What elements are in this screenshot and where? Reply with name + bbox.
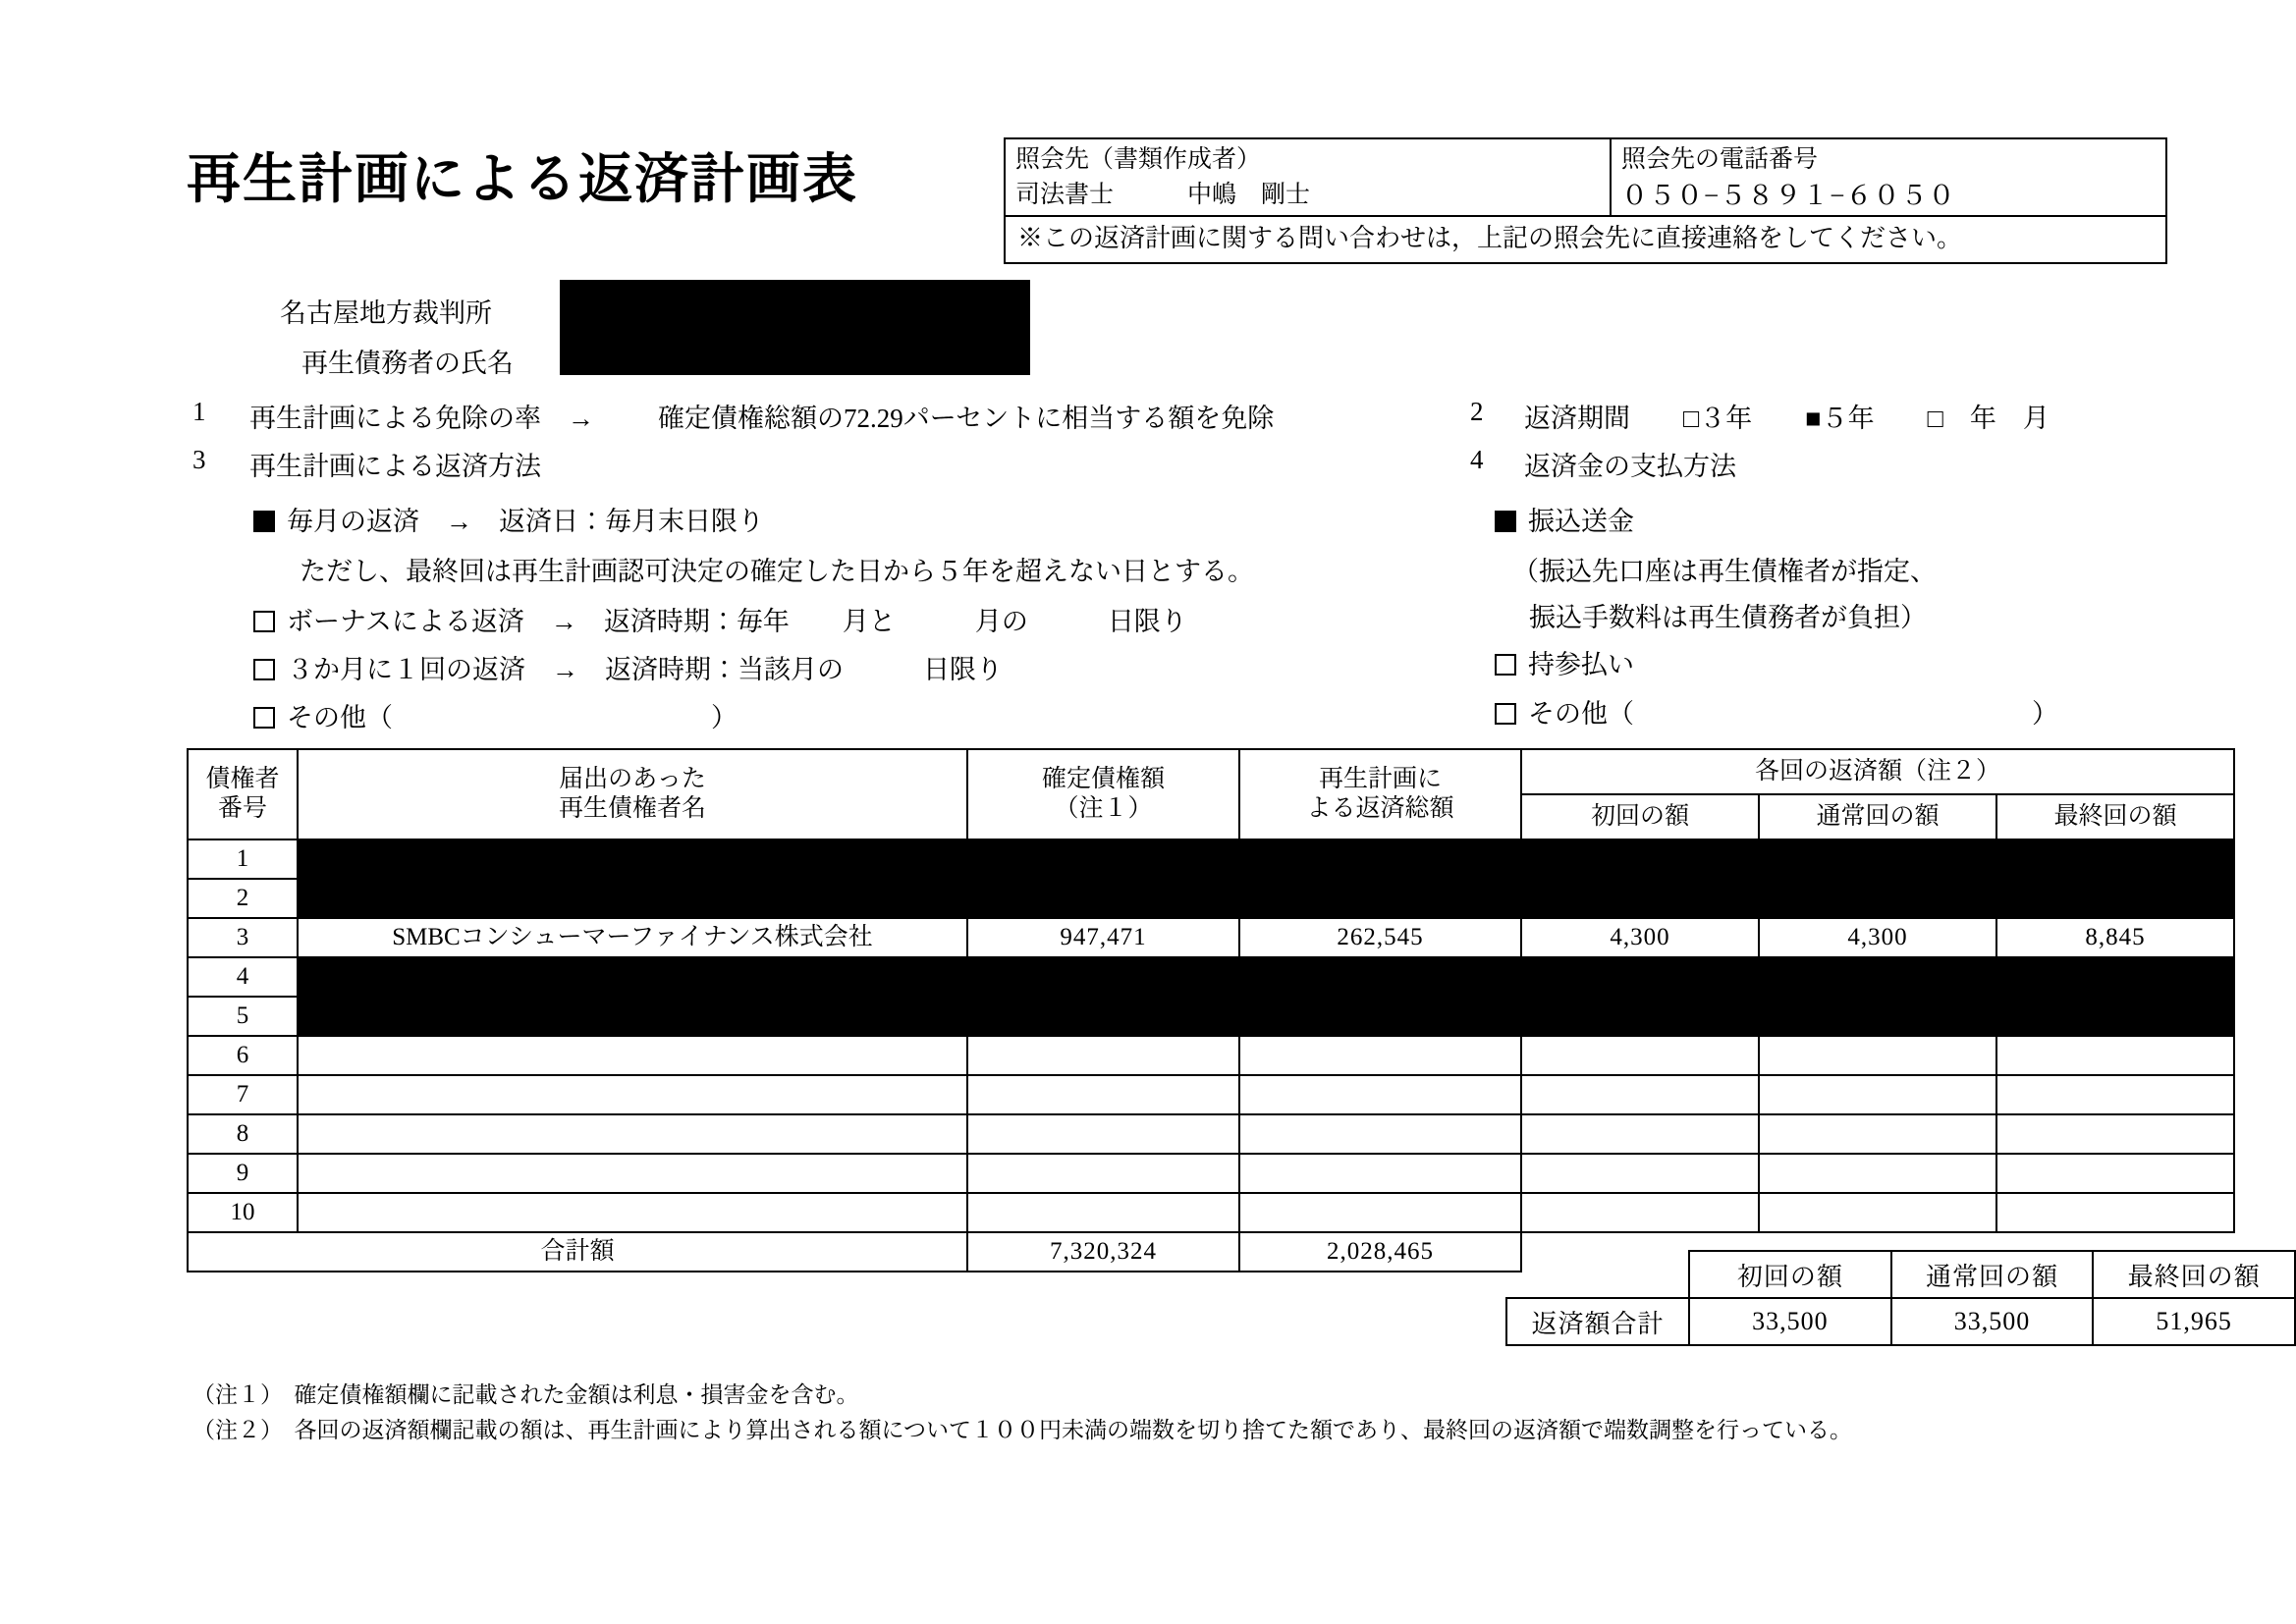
row-redaction <box>1239 997 1521 1036</box>
row-total-repayment <box>1239 1154 1521 1193</box>
row-no: 2 <box>188 879 298 918</box>
row-no: 10 <box>188 1193 298 1232</box>
contact-left <box>1006 139 1612 215</box>
option-monthly-note <box>300 550 1254 588</box>
court-label: 名古屋地方裁判所 <box>280 298 492 328</box>
table-row <box>188 1193 2234 1232</box>
total-repayment: 2,028,465 <box>1239 1232 1521 1272</box>
payment-transfer-note-line2-label: 振込手数料は再生債務者が負担） <box>1529 603 1927 632</box>
row-no: 1 <box>188 839 298 879</box>
table-row <box>188 957 2234 997</box>
checkbox-filled-icon[interactable] <box>253 511 275 532</box>
table-row <box>188 1075 2234 1114</box>
item-1-number: 1 <box>192 397 206 426</box>
tel-label: 照会先の電話番号 <box>1621 146 1819 173</box>
row-redaction <box>967 839 1239 879</box>
creditors-table-head <box>188 749 2234 839</box>
header-creditor-no-line1: 債権者 <box>205 766 280 792</box>
creditors-table-body <box>188 839 2234 1272</box>
payment-transfer-note-line2 <box>1529 596 1927 634</box>
row-total-repayment <box>1239 1193 1521 1232</box>
repayment-summary-table <box>1505 1250 2296 1346</box>
footnote-2: （注２） 各回の返済額欄記載の額は、再生計画により算出される額について１００円未満の端数を切り捨てた額であり、最終回の返済額で端数調整を行っている。 <box>192 1418 1853 1442</box>
row-fixed-claim: 947,471 <box>967 918 1239 957</box>
total-label: 合計額 <box>188 1232 967 1272</box>
row-first-amount <box>1521 1075 1759 1114</box>
total-fixed-claim: 7,320,324 <box>967 1232 1239 1272</box>
row-creditor-name <box>298 1075 967 1114</box>
row-first-amount <box>1521 1193 1759 1232</box>
header-creditor-name <box>298 749 967 839</box>
header-creditor-no <box>188 749 298 839</box>
row-no: 6 <box>188 1036 298 1075</box>
row-no: 7 <box>188 1075 298 1114</box>
option-bonus-label: ボーナスによる返済 → 返済時期：毎年 月と 月の 日限り <box>287 607 1187 636</box>
item-2-label: 返済期間 □３年 ■５年 □ 年 月 <box>1524 404 2050 433</box>
payment-option-transfer-label: 振込送金 <box>1528 507 1634 536</box>
table-row <box>188 879 2234 918</box>
row-redaction <box>1759 879 1996 918</box>
row-normal-amount <box>1759 1193 1996 1232</box>
row-normal-amount: 4,300 <box>1759 918 1996 957</box>
row-first-amount <box>1521 1114 1759 1154</box>
row-redaction <box>1521 957 1759 997</box>
row-redaction <box>1239 957 1521 997</box>
row-no: 9 <box>188 1154 298 1193</box>
creditors-table <box>187 748 2235 1272</box>
contact-note: ※この返済計画に関する問い合わせは，上記の照会先に直接連絡をしてください。 <box>1006 215 2165 262</box>
checkbox-empty-icon[interactable] <box>1495 703 1516 725</box>
inquiry-label: 照会先（書類作成者） <box>1015 146 1262 173</box>
checkbox-empty-icon[interactable] <box>253 707 275 729</box>
option-other-method[interactable] <box>253 696 738 734</box>
row-no: 3 <box>188 918 298 957</box>
row-no: 4 <box>188 957 298 997</box>
row-last-amount <box>1996 1036 2234 1075</box>
summary-normal-amount: 33,500 <box>1891 1298 2094 1345</box>
row-redaction <box>1996 957 2234 997</box>
contact-row <box>1006 139 2165 215</box>
row-no: 8 <box>188 1114 298 1154</box>
header-fixed-claim <box>967 749 1239 839</box>
table-row <box>188 839 2234 879</box>
row-redaction <box>967 997 1239 1036</box>
row-redaction <box>1521 839 1759 879</box>
summary-header-normal: 通常回の額 <box>1891 1251 2094 1298</box>
option-quarterly[interactable] <box>253 648 1003 686</box>
row-fixed-claim <box>967 1193 1239 1232</box>
summary-corner-cell <box>1506 1251 1689 1298</box>
row-redaction <box>298 839 967 879</box>
row-fixed-claim <box>967 1154 1239 1193</box>
row-redaction <box>1239 879 1521 918</box>
row-last-amount <box>1996 1193 2234 1232</box>
row-redaction <box>1996 879 2234 918</box>
payment-option-other-label: その他（ ） <box>1528 699 2058 729</box>
row-creditor-name <box>298 1036 967 1075</box>
row-fixed-claim <box>967 1114 1239 1154</box>
row-redaction <box>1521 879 1759 918</box>
row-redaction <box>1521 997 1759 1036</box>
row-last-amount <box>1996 1154 2234 1193</box>
header-last-amount: 最終回の額 <box>1996 794 2234 839</box>
header-fixed-claim-line1: 確定債権額 <box>1041 766 1165 792</box>
summary-header-first: 初回の額 <box>1689 1251 1891 1298</box>
header-total-repayment-line2: よる返済総額 <box>1306 795 1454 822</box>
table-row <box>188 1154 2234 1193</box>
row-last-amount: 8,845 <box>1996 918 2234 957</box>
summary-last-amount: 51,965 <box>2093 1298 2295 1345</box>
header-normal-amount: 通常回の額 <box>1759 794 1996 839</box>
row-total-repayment <box>1239 1075 1521 1114</box>
item-2-number: 2 <box>1470 397 1484 426</box>
header-creditor-no-line2: 番号 <box>217 795 267 822</box>
row-redaction <box>1759 997 1996 1036</box>
row-redaction <box>1239 839 1521 879</box>
item-4-number: 4 <box>1470 445 1484 474</box>
payment-option-other[interactable] <box>1495 692 2058 731</box>
header-total-repayment-line1: 再生計画に <box>1318 766 1442 792</box>
header-creditor-name-line2: 再生債権者名 <box>558 795 706 822</box>
row-normal-amount <box>1759 1114 1996 1154</box>
row-total-repayment <box>1239 1114 1521 1154</box>
row-redaction <box>1996 997 2234 1036</box>
checkbox-empty-icon[interactable] <box>253 659 275 680</box>
row-normal-amount <box>1759 1154 1996 1193</box>
contact-right <box>1612 139 2165 215</box>
row-no: 5 <box>188 997 298 1036</box>
table-row <box>188 997 2234 1036</box>
row-normal-amount <box>1759 1075 1996 1114</box>
payment-option-inperson[interactable] <box>1495 643 1634 681</box>
row-redaction <box>967 879 1239 918</box>
option-quarterly-label: ３か月に１回の返済 → 返済時期：当該月の 日限り <box>287 655 1003 684</box>
table-row <box>188 918 2234 957</box>
table-row <box>188 1114 2234 1154</box>
row-last-amount <box>1996 1114 2234 1154</box>
footnote-1: （注１） 確定債権額欄に記載された金額は利息・損害金を含む。 <box>192 1382 859 1407</box>
summary-first-amount: 33,500 <box>1689 1298 1891 1345</box>
row-redaction <box>1759 839 1996 879</box>
item-4-label: 返済金の支払方法 <box>1524 452 1736 481</box>
redaction-block-parties <box>560 280 1030 375</box>
checkbox-filled-icon[interactable] <box>1495 511 1516 532</box>
page-title: 再生計画による返済計画表 <box>187 149 859 209</box>
option-other-method-label: その他（ ） <box>287 703 738 732</box>
item-3-number: 3 <box>192 445 206 474</box>
row-first-amount: 4,300 <box>1521 918 1759 957</box>
checkbox-empty-icon[interactable] <box>253 611 275 632</box>
row-total-repayment <box>1239 1036 1521 1075</box>
header-creditor-name-line1: 届出のあった <box>559 766 706 792</box>
summary-header-last: 最終回の額 <box>2093 1251 2295 1298</box>
row-creditor-name: SMBCコンシューマーファイナンス株式会社 <box>298 918 967 957</box>
row-redaction <box>298 879 967 918</box>
row-redaction <box>298 957 967 997</box>
header-first-amount: 初回の額 <box>1521 794 1759 839</box>
item-3-label: 再生計画による返済方法 <box>249 452 541 481</box>
item-1-label: 再生計画による免除の率 → <box>249 404 594 433</box>
table-row <box>188 1036 2234 1075</box>
option-bonus[interactable] <box>253 600 1187 638</box>
row-redaction <box>1759 957 1996 997</box>
summary-value-row <box>1506 1298 2295 1345</box>
row-fixed-claim <box>967 1036 1239 1075</box>
debtor-name-label: 再生債務者の氏名 <box>301 349 514 378</box>
option-monthly-note-label: ただし、最終回は再生計画認可決定の確定した日から５年を超えない日とする。 <box>300 557 1254 586</box>
row-redaction <box>1996 839 2234 879</box>
row-first-amount <box>1521 1154 1759 1193</box>
row-fixed-claim <box>967 1075 1239 1114</box>
tel-number: ０５０−５８９１−６０５０ <box>1621 181 1956 210</box>
header-total-repayment <box>1239 749 1521 839</box>
row-last-amount <box>1996 1075 2234 1114</box>
row-creditor-name <box>298 1154 967 1193</box>
table-header-row-1 <box>188 749 2234 794</box>
row-redaction <box>298 997 967 1036</box>
header-installments: 各回の返済額（注２） <box>1521 749 2234 794</box>
row-creditor-name <box>298 1193 967 1232</box>
row-first-amount <box>1521 1036 1759 1075</box>
payment-transfer-note-line1-label: （振込先口座は再生債権者が指定、 <box>1512 557 1937 586</box>
option-monthly[interactable] <box>253 500 764 538</box>
contact-box <box>1004 137 2167 264</box>
summary-header-row <box>1506 1251 2295 1298</box>
checkbox-empty-icon[interactable] <box>1495 654 1516 676</box>
row-normal-amount <box>1759 1036 1996 1075</box>
row-creditor-name <box>298 1114 967 1154</box>
header-fixed-claim-line2: （注１） <box>1054 795 1153 822</box>
payment-option-transfer[interactable] <box>1495 500 1634 538</box>
option-monthly-label: 毎月の返済 → 返済日：毎月末日限り <box>287 507 764 536</box>
row-redaction <box>967 957 1239 997</box>
payment-transfer-note-line1 <box>1512 550 1937 588</box>
inquiry-name: 司法書士 中嶋 剛士 <box>1015 182 1311 208</box>
payment-option-inperson-label: 持参払い <box>1528 650 1634 679</box>
item-1-value: 確定債権総額の72.29パーセントに相当する額を免除 <box>658 404 1275 433</box>
summary-row-label: 返済額合計 <box>1506 1298 1689 1345</box>
row-total-repayment: 262,545 <box>1239 918 1521 957</box>
